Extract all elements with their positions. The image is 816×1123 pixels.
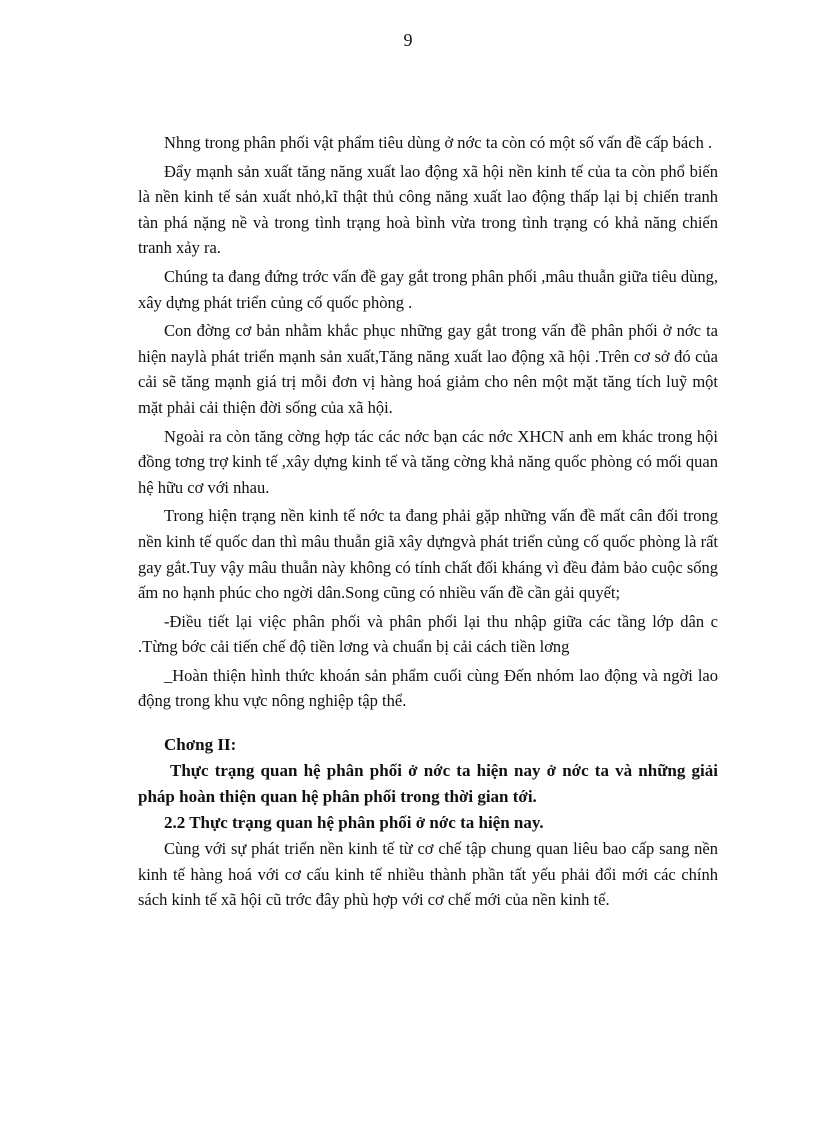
- chapter-title: Thực trạng quan hệ phân phối ở nớc ta hiện nay ở nớc ta và những giải pháp hoàn thiện quan hệ phân phối trong thời gian tới.: [138, 761, 718, 807]
- paragraph: Cùng với sự phát triển nền kinh tế từ cơ chế tập chung quan liêu bao cấp sang nền kinh tế hàng hoá với cơ cấu kinh tế nhiều thành phần tất yếu phải đổi mới các chính sách kinh tế xã hội cũ trớc đây phù hợp với cơ chế mới của nền kinh tế.: [138, 839, 718, 910]
- paragraph: _Hoàn thiện hình thức khoán sản phẩm cuối cùng Đến nhóm lao động và ngời lao động trong khu vực nông nghiệp tập thể.: [138, 665, 718, 711]
- paragraph: Nhng trong phân phối vật phẩm tiêu dùng ở nớc ta còn có một số vấn đề cấp bách .: [164, 133, 713, 152]
- paragraph: Ngoài ra còn tăng cờng hợp tác các nớc bạn các nớc XHCN anh em khác trong hội đồng tơng trợ kinh tế ,xây dựng kinh tế và tăng cờng khả năng quốc phòng có mối quan hệ hữu cơ với nhau.: [138, 426, 718, 497]
- page-number: 9: [403, 30, 413, 50]
- paragraph: Đẩy mạnh sản xuất tăng năng xuất lao động xã hội nền kinh tế của ta còn phổ biến là nền kinh tế sản xuất nhỏ,kĩ thật thủ công năng xuất lao động thấp lại bị chiến tranh tàn phá nặng nề và trong tình trạng hoà bình vừa trong tình trạng có khả năng chiến tranh xảy ra.: [138, 161, 718, 258]
- chapter-label: Chơng II:: [164, 735, 237, 755]
- paragraph: Chúng ta đang đứng trớc vấn đề gay gắt trong phân phối ,mâu thuẫn giữa tiêu dùng, xây dựng phát triển củng cố quốc phòng .: [138, 266, 718, 312]
- paragraph: Trong hiện trạng nền kinh tế nớc ta đang phải gặp những vấn đề mất cân đối trong nền kinh tế quốc dan thì mâu thuẫn giã xây dựngvà phát triển củng cố quốc phòng là rất gay gắt.Tuy vậy mâu thuẫn này không có tính chất đối kháng vì đều đảm bảo cuộc sống ấm no hạnh phúc cho ngời dân.Song cũng có nhiều vấn đề cần gải quyết;: [138, 506, 718, 603]
- paragraph: Con đờng cơ bản nhằm khắc phục những gay gắt trong vấn đề phân phối ở nớc ta hiện naylà phát triển mạnh sản xuất,Tăng năng xuất lao động xã hội .Trên cơ sở đó của cải sẽ tăng mạnh giá trị mỗi đơn vị hàng hoá giảm cho nên một mặt tăng tích luỹ một mặt phải cải thiện đời sống của xã hội.: [138, 321, 718, 417]
- document-body: [138, 130, 718, 916]
- section-heading: 2.2 Thực trạng quan hệ phân phối ở nớc ta hiện nay.: [164, 813, 544, 833]
- paragraph: -Điều tiết lại việc phân phối và phân phối lại thu nhập giữa các tầng lớp dân c .Từng bớc cải tiến chế độ tiền lơng và chuẩn bị cải cách tiền lơng: [138, 611, 718, 657]
